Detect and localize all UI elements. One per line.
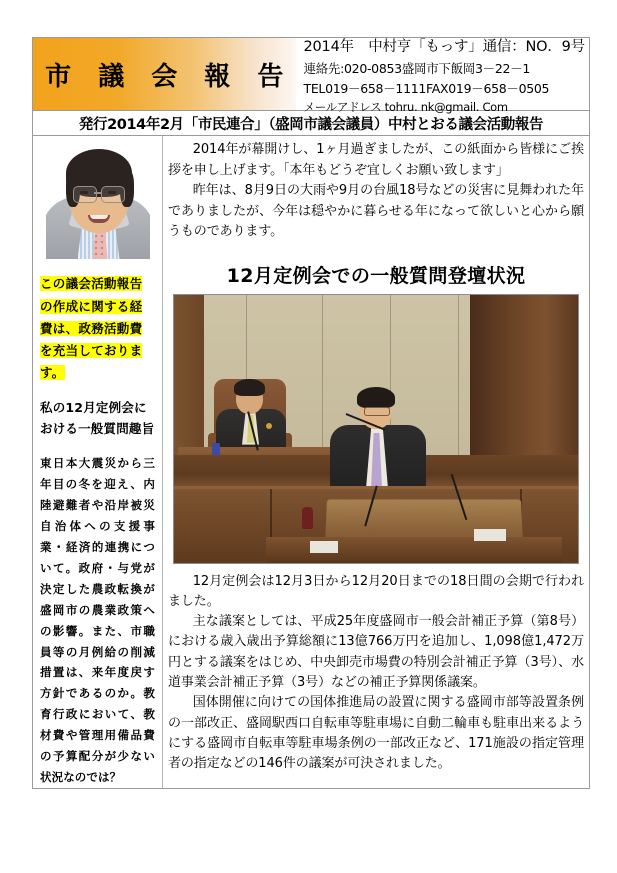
speaker-glasses (364, 407, 390, 416)
content-area (32, 136, 590, 789)
council-chamber-photo (173, 294, 579, 564)
article-paragraph-2: 主な議案としては、平成25年度盛岡市一般会計補正予算（第8号）における歳入歳出予算総額に13億766万円を追加し、1,098億1,472万円とする議案をはじめ、中央卸売市場費の特別会計補正予算（3号）、水道事業会計補正予算（3号）などの補正予算関係議案。 (168, 614, 584, 690)
greeting-paragraph-1: 2014年が幕開けし、1ヶ月過ぎましたが、この紙面から皆様にご挨拶を申し上げます。「本年もどうぞ宜しくお願い致します」 (168, 142, 584, 178)
issue-line: 2014年 中村亨「もっす」通信：NO．9号 (303, 38, 585, 55)
podium-papers-right (474, 529, 506, 541)
article-body (168, 572, 584, 775)
phone-fax-line: TEL019－658－1111FAX019－658－0505 (303, 80, 550, 96)
funding-notice-text: この議会活動報告の作成に関する経費は、政務活動費を充当しております。 (40, 276, 143, 381)
greeting-section (168, 140, 584, 243)
masthead (32, 37, 590, 114)
headline-text: 発行2014年2月「市民連合」（盛岡市議会議員）中村とおる議会活動報告 (78, 116, 544, 133)
portrait-eye-right (108, 191, 116, 194)
chairman-hair (234, 379, 265, 396)
sidebar-subheading: 私の12月定例会における一般質問趣旨 (40, 399, 155, 437)
headline-band (32, 111, 590, 136)
water-bottle-brown (302, 507, 313, 529)
photo-section-heading: 12月定例会での一般質問登壇状況 (226, 264, 526, 287)
portrait-teeth (90, 215, 108, 219)
article-paragraph-3: 国体開催に向けての国体推進局の設置に関する盛岡市部等設置条例の一部改正、盛岡駅西口自転車等駐車場に自動二輪車も駐車出来るようにする盛岡市自転車等駐車場条例の一部改正など、171施設の指定管理者の指定などの146件の議案が可決されました。 (168, 695, 584, 772)
funding-notice (40, 273, 155, 384)
portrait-eye-left (80, 191, 88, 194)
masthead-title-banner (33, 38, 296, 110)
portrait-glasses-bridge (94, 192, 102, 194)
article-paragraph-1: 12月定例会は12月3日から12月20日までの18日間の会期で行われました。 (168, 573, 584, 609)
wood-panel-right (470, 295, 578, 473)
email-line: メールアドレス tohru. nk@gmail. Com (303, 99, 508, 114)
portrait-glasses-right (101, 186, 125, 203)
address-line: 連絡先:020-0853盛岡市下飯岡3－22－1 (303, 60, 531, 76)
podium-papers-left (310, 541, 338, 553)
author-portrait-photo (46, 139, 150, 259)
newsletter-page (32, 37, 590, 790)
page-title: 市 議 会 報 告 (45, 61, 293, 92)
greeting-paragraph-2: 昨年は、8月9日の大雨や9月の台風18号などの災害に見舞われた年でありましたが、今年は穏やかに暮らせる年になって欲しいと心から願うものであります。 (168, 183, 584, 240)
sidebar-body-text: 東日本大震災から三年目の冬を迎え、内陸避難者や沿岸被災自治体への支援事業・経済的連携について。政府・与党が決定した農政転換が盛岡市の農業政策への影響。また、市職員等の月例給の削減措置は、来年度戻す方針であるのか。教育行政において、教材費や管理用備品費の予算配分が少ない状況なのでは？ (40, 456, 155, 785)
main-column (163, 136, 589, 788)
contact-block (296, 38, 590, 114)
chairman-lapel-pin (266, 423, 272, 429)
sidebar (33, 136, 163, 788)
wood-panel-left (174, 295, 204, 473)
portrait-glasses-left (73, 186, 97, 203)
speaker-hair (357, 387, 395, 408)
